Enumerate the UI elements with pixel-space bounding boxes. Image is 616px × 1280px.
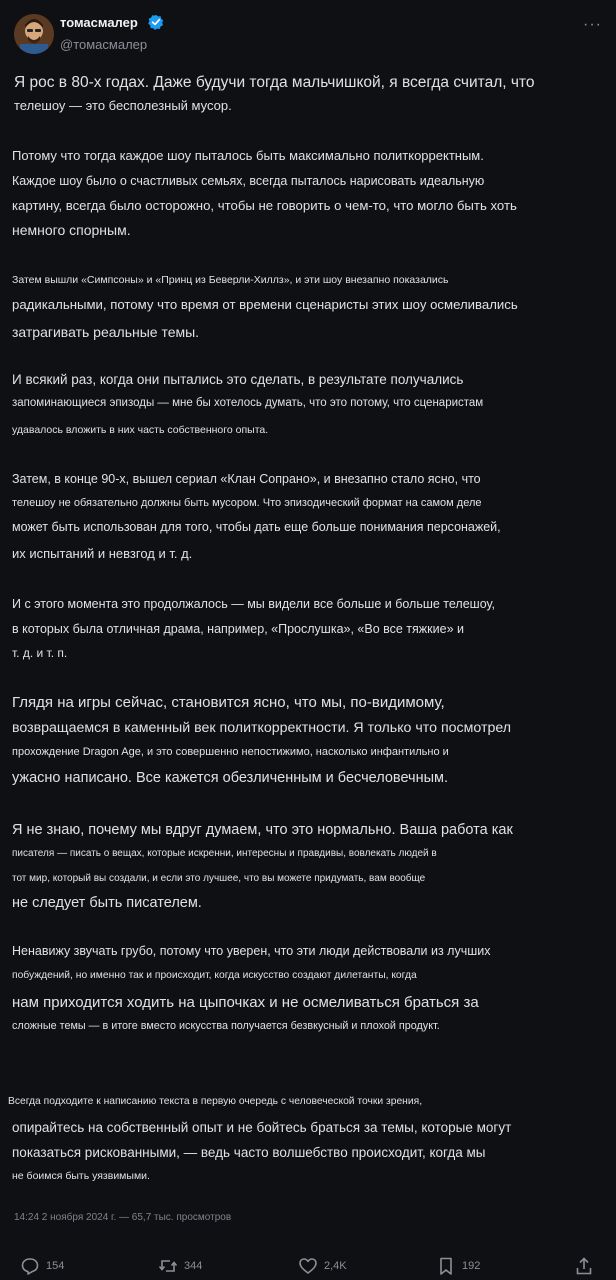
repost-button[interactable]: [158, 1256, 202, 1276]
post-line: т. д. и т. п.: [12, 646, 68, 660]
post-line: Я рос в 80-х годах. Даже будучи тогда мальчишкой, я всегда считал, что: [14, 74, 535, 91]
post-line: не следует быть писателем.: [12, 895, 202, 911]
post-line: показаться рискованными, — ведь часто волшебство происходит, когда мы: [12, 1145, 486, 1160]
post-line: Каждое шоу было о счастливых семьях, всегда пыталось нарисовать идеальную: [12, 174, 485, 188]
post-line: Глядя на игры сейчас, становится ясно, что мы, по-видимому,: [12, 694, 445, 711]
display-name[interactable]: томасмалер: [60, 14, 138, 30]
post-line: Затем, в конце 90-х, вышел сериал «Клан Сопрано», и внезапно стало ясно, что: [12, 472, 481, 486]
post-line: Ненавижу звучать грубо, потому что уверен, что эти люди действовали из лучших: [12, 944, 491, 958]
avatar-image: [14, 14, 54, 54]
post-line: прохождение Dragon Age, и это совершенно непостижимо, насколько инфантильно и: [12, 746, 449, 758]
heart-icon: [298, 1256, 318, 1276]
reply-count: 154: [46, 1260, 65, 1272]
post-line: запоминающиеся эпизоды — мне бы хотелось думать, что это потому, что сценаристам: [12, 397, 484, 409]
repost-count: 344: [184, 1260, 203, 1272]
post-line: в которых была отличная драма, например, «Прослушка», «Во все тяжкие» и: [12, 622, 464, 636]
post-line: Всегда подходите к написанию текста в первую очередь с человеческой точки зрения,: [8, 1096, 423, 1107]
post-line: опирайтесь на собственный опыт и не бойтесь браться за темы, которые могут: [12, 1120, 512, 1135]
post-line: Потому что тогда каждое шоу пыталось быть максимально политкорректным.: [12, 148, 484, 163]
post-line: может быть использован для того, чтобы дать еще больше понимания персонажей,: [12, 520, 501, 534]
post-line: картину, всегда было осторожно, чтобы не говорить о чем-то, что могло быть хоть: [12, 198, 517, 213]
verified-badge-icon: [148, 14, 164, 30]
post-line: нам приходится ходить на цыпочках и не осмеливаться браться за: [12, 994, 479, 1011]
post-line: Затем вышли «Симпсоны» и «Принц из Беверли-Хиллз», и эти шоу внезапно показались: [12, 274, 449, 286]
post-line: немного спорным.: [12, 222, 131, 238]
bookmark-button[interactable]: [436, 1256, 480, 1276]
post-line: писателя — писать о вещах, которые искренни, интересны и правдивы, вовлекать людей в: [12, 848, 437, 859]
post-line: их испытаний и невзгод и т. д.: [12, 546, 193, 561]
post-line: радикальными, потому что время от времени сценаристы этих шоу осмеливались: [12, 297, 518, 312]
reply-button[interactable]: [20, 1256, 64, 1276]
bookmark-count: 192: [462, 1260, 481, 1272]
post-line: тот мир, который вы создали, и если это лучшее, что вы можете придумать, вам вообще: [12, 873, 426, 884]
share-button[interactable]: [574, 1256, 594, 1276]
post-line: телешоу — это бесполезный мусор.: [14, 98, 232, 113]
post-line: сложные темы — в итоге вместо искусства получается безвкусный и плохой продукт.: [12, 1020, 440, 1032]
post-line: побуждений, но именно так и происходит, когда искусство создают дилетанты, когда: [12, 970, 417, 981]
repost-icon: [158, 1256, 178, 1276]
share-icon: [574, 1256, 594, 1276]
post-line: телешоу не обязательно должны быть мусором. Что эпизодический формат на самом деле: [12, 497, 482, 509]
post-header: [14, 10, 602, 58]
bookmark-icon: [436, 1256, 456, 1276]
post-line: удавалось вложить в них часть собственного опыта.: [12, 424, 269, 436]
user-handle[interactable]: @томасмалер: [60, 37, 148, 52]
post-line: затрагивать реальные темы.: [12, 324, 200, 340]
like-count: 2,4K: [324, 1260, 347, 1272]
post-line: ужасно написано. Все кажется обезличенным и бесчеловечным.: [12, 770, 449, 786]
post-line: И всякий раз, когда они пытались это сделать, в результате получались: [12, 372, 464, 387]
post-line: Я не знаю, почему мы вдруг думаем, что это нормально. Ваша работа как: [12, 822, 513, 838]
like-button[interactable]: [298, 1256, 347, 1276]
avatar[interactable]: [14, 14, 54, 54]
post-timestamp-views[interactable]: 14:24 2 ноября 2024 г. — 65,7 тыс. просмотров: [14, 1212, 232, 1223]
action-bar: [0, 1252, 616, 1280]
reply-icon: [20, 1256, 40, 1276]
post-line: не боимся быть уязвимыми.: [12, 1170, 150, 1182]
post-line: И с этого момента это продолжалось — мы видели все больше и больше телешоу,: [12, 597, 495, 611]
post-line: возвращаемся в каменный век политкорректности. Я только что посмотрел: [12, 720, 512, 736]
more-options-icon[interactable]: ···: [583, 16, 602, 33]
